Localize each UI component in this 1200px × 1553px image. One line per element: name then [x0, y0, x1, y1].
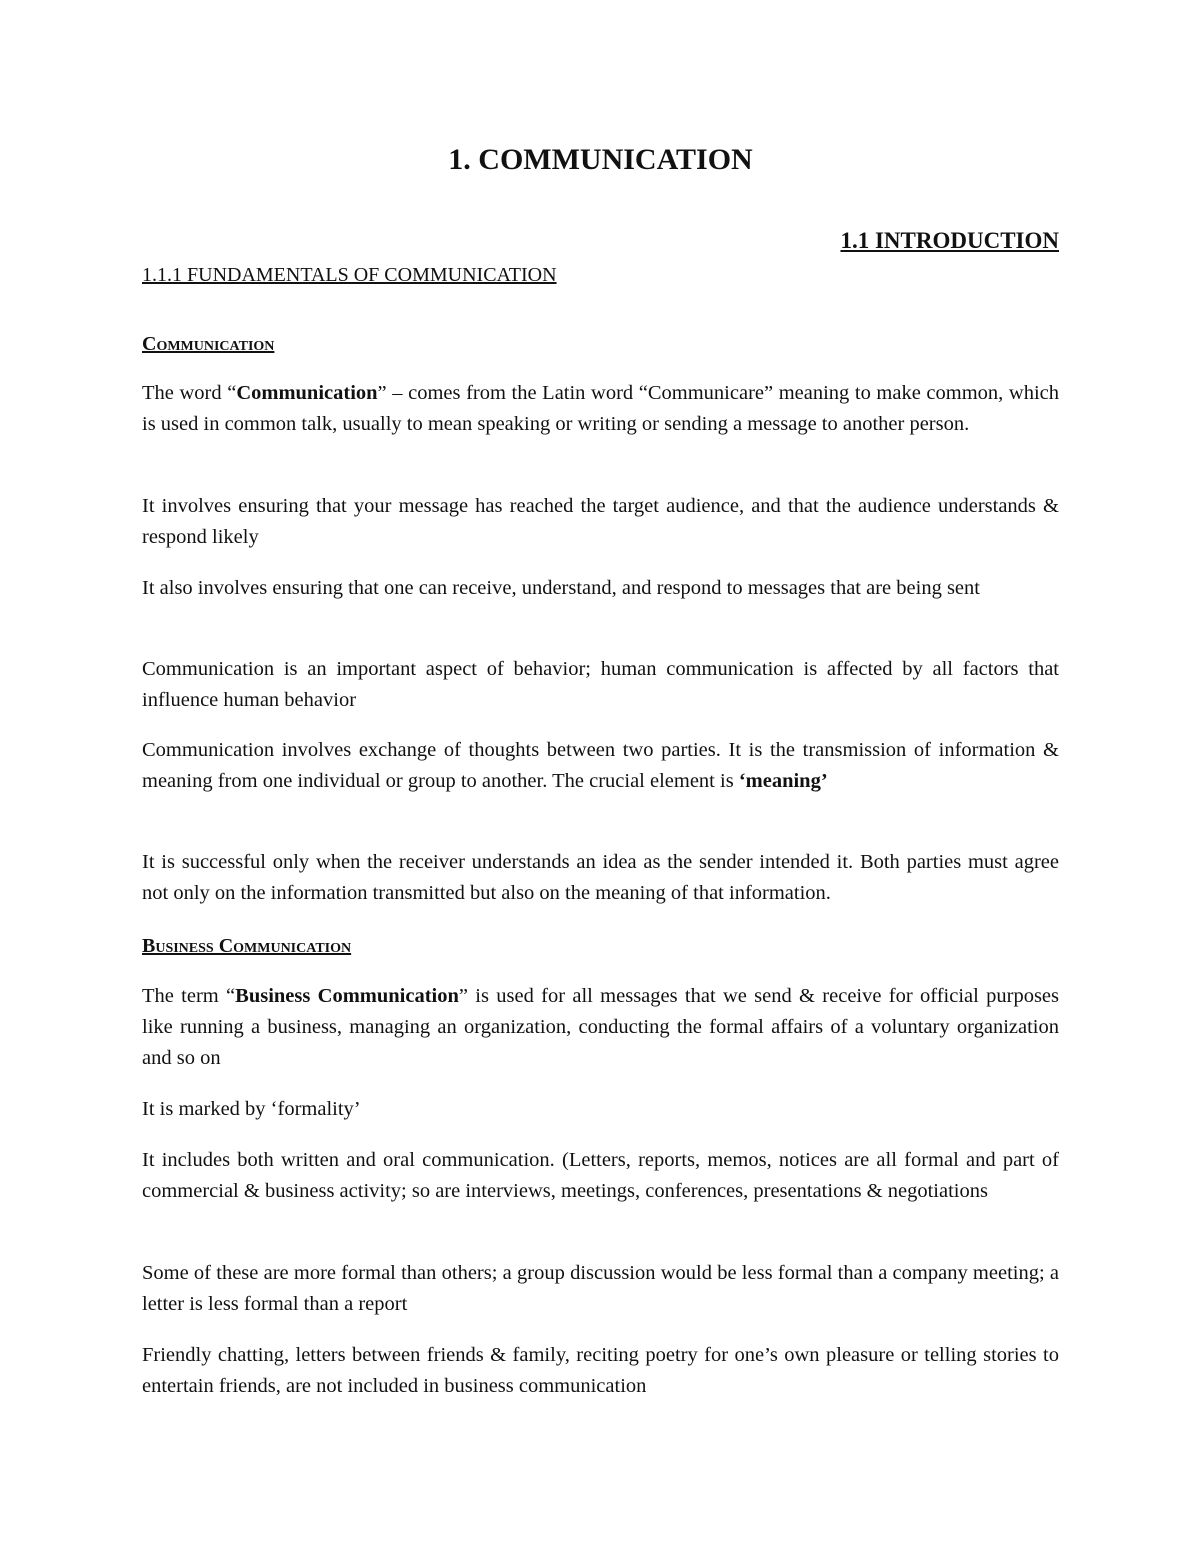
text-span: ” is used for all messages that we send & receive for official purposes like running a business, managing an organization, conducting the formal affairs of a voluntary organization and so on — [142, 985, 1059, 1069]
communication-paragraph-3 — [142, 573, 1059, 604]
communication-paragraph-5 — [142, 735, 1059, 797]
communication-paragraph-6 — [142, 847, 1059, 909]
paragraph-text: Communication is an important aspect of behavior; human communication is affected by all factors that influence human behavior — [142, 658, 1059, 711]
chapter-title: 1. COMMUNICATION — [448, 143, 753, 176]
bold-term: Business Communication — [235, 985, 459, 1007]
subsection-title: 1.1.1 FUNDAMENTALS OF COMMUNICATION — [142, 264, 557, 286]
text-span: The term “ — [142, 985, 236, 1007]
business-paragraph-1 — [142, 981, 1059, 1074]
communication-paragraph-2 — [142, 491, 1059, 553]
communication-paragraph-4 — [142, 654, 1059, 716]
business-communication-heading: Business Communication — [142, 935, 352, 957]
paragraph-text: Some of these are more formal than others; a group discussion would be less formal than a company meeting; a letter is less formal than a report — [142, 1262, 1059, 1315]
paragraph-text: It is successful only when the receiver understands an idea as the sender intended it. Both parties must agree not only on the information transmitted but also on the meaning of that information. — [142, 851, 1059, 904]
text-span: The word “ — [142, 382, 237, 404]
business-paragraph-5 — [142, 1340, 1059, 1402]
paragraph-text: It also involves ensuring that one can receive, understand, and respond to messages that are being sent — [142, 577, 980, 599]
paragraph-text: Friendly chatting, letters between friends & family, reciting poetry for one’s own pleasure or telling stories to entertain friends, are not included in business communication — [142, 1344, 1059, 1397]
bold-term: ‘meaning’ — [738, 770, 828, 792]
bold-term: Communication — [236, 382, 378, 404]
business-paragraph-4 — [142, 1258, 1059, 1320]
business-paragraph-3 — [142, 1145, 1059, 1207]
communication-paragraph-1 — [142, 378, 1059, 440]
paragraph-text: It is marked by ‘formality’ — [142, 1098, 361, 1120]
paragraph-text: It includes both written and oral communication. (Letters, reports, memos, notices are all formal and part of commercial & business activity; so are interviews, meetings, conferences, presentations & negotiations — [142, 1149, 1059, 1202]
section-title: 1.1 INTRODUCTION — [840, 228, 1059, 253]
text-span: Communication involves exchange of thoughts between two parties. It is the transmission of information & meaning from one individual or group to another. The crucial element is — [142, 739, 1059, 792]
communication-heading: Communication — [142, 333, 275, 355]
text-span: ” – comes from the Latin word “Communicare” meaning to make common, which is used in common talk, usually to mean speaking or writing or sending a message to another person. — [142, 382, 1059, 435]
business-paragraph-2 — [142, 1094, 1059, 1125]
paragraph-text: It involves ensuring that your message has reached the target audience, and that the audience understands & respond likely — [142, 495, 1059, 548]
